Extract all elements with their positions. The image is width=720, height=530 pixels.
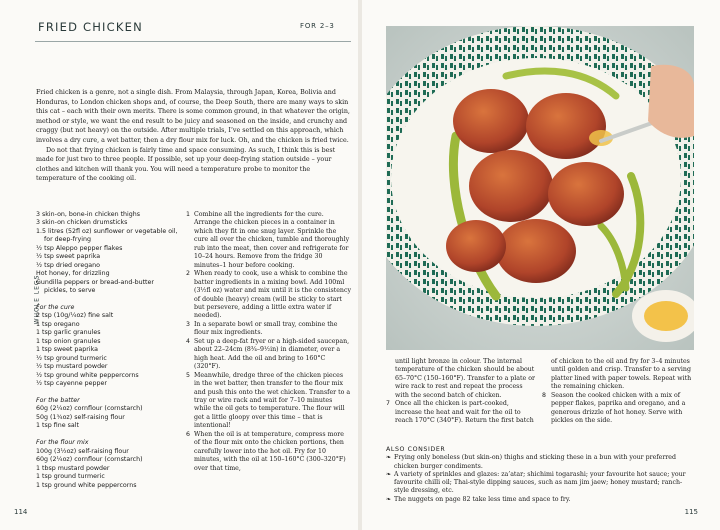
method-step (542, 392, 694, 426)
step-number: 7 (386, 400, 390, 408)
step-text: of chicken to the oil and fry for 3–4 minutes until golden and crisp. Transfer to a serving platter lined with paper towels. Repeat with the remaining chicken. (551, 358, 692, 391)
intro-paragraph-1: Fried chicken is a genre, not a single dish. From Malaysia, through Japan, Korea, Bolivia and Honduras, to London chicken shops and, of course, the Deep South, there are many ways to skin this cat – each with their own merits. There is some common ground, in that whatever the origin, method or style, we want the end result to be juicy and seasoned on the inside, and crunchy and craggy (but not heavy) on the outside. After multiple trials, I’ve settled on this approach, which involves a dry cure, a wet batter, then a dry flour mix for luck. Oh, and the chicken is fried twice. (36, 89, 350, 144)
method-step (186, 321, 351, 338)
serves-label: FOR 2–3 (300, 22, 335, 30)
method-step (542, 358, 694, 392)
step-number: 1 (186, 211, 190, 218)
method-step (186, 431, 351, 473)
step-text: Meanwhile, dredge three of the chicken pieces in the wet batter, then transfer to the flour mix and push this onto the wet chicken. Transfer to a tray or wire rack and wait for 7–10 minutes while the oil gets to temperature. The flour will get a little gloopy over this time – that is intentional! (194, 371, 351, 430)
also-consider-item (386, 454, 696, 471)
ingredient-item: 1 tsp onion granules (36, 337, 101, 345)
also-consider-item (386, 496, 696, 504)
ingredient-item: 1 tsp fine salt (36, 422, 79, 430)
ingredients-list (36, 211, 186, 490)
page-number-right: 115 (684, 508, 698, 516)
ingredient-item: pickles, to serve (44, 287, 96, 295)
ingredient-item: Gundilla peppers or bread-and-butter (36, 278, 154, 286)
step-number: 3 (186, 320, 190, 328)
fried-chicken-photo (386, 26, 694, 350)
ingredient-item: 3 skin-on chicken drumsticks (36, 219, 128, 227)
photo-illustration (386, 26, 694, 350)
ingredient-group-heading: For the cure (36, 303, 75, 311)
right-page (362, 0, 720, 530)
method-step (386, 358, 536, 400)
recipe-title: FRIED CHICKEN (38, 20, 143, 34)
ingredient-item: ½ tsp mustard powder (36, 363, 108, 371)
step-number: 2 (186, 270, 190, 278)
ingredient-item: 1 tbsp mustard powder (36, 464, 110, 472)
ingredient-item: 1 tsp oregano (36, 320, 80, 328)
also-consider-text: A variety of sprinkles and glazes: za’atar; shichimi togarashi; your favourite hot sauce; your favourite chilli oil; Thai-style dipping sauces, such as nam jim jaew; honey mustard; ranch-style dressing, etc. (394, 470, 686, 495)
ingredient-group-heading: For the flour mix (36, 439, 89, 447)
ingredient-item: 60g (2¼oz) cornflour (cornstarch) (36, 405, 143, 413)
step-text: Once all the chicken is part-cooked, increase the heat and wait for the oil to reach 170°C (340°F). Return the first batch (395, 400, 534, 425)
ingredient-item: 50g (1¾oz) self-raising flour (36, 413, 125, 421)
step-number: 6 (186, 430, 190, 438)
title-rule (35, 41, 351, 42)
ingredient-item: ½ tsp ground white peppercorns (36, 371, 139, 379)
step-number: 8 (542, 391, 546, 399)
step-text: Set up a deep-fat fryer or a high-sided saucepan, about 22–24cm (8¾–9½in) in diameter, over a high heat. Add the oil and bring to 160°C (320°F). (194, 337, 350, 371)
ingredient-spacer (36, 431, 186, 439)
method-step (186, 338, 351, 372)
step-text: until light bronze in colour. The internal temperature of the chicken should be about 65–70°C (150–160°F). Transfer to a plate or wire rack to rest and repeat the process with the second batch of chicken. (395, 358, 535, 399)
method-step (186, 211, 351, 270)
ingredient-item: Hot honey, for drizzling (36, 270, 110, 278)
also-consider-item (386, 471, 696, 496)
also-consider-box (386, 446, 696, 504)
ingredient-item: 1.5 litres (52fl oz) sunflower or vegetable oil, (36, 227, 178, 235)
also-consider-list (386, 454, 696, 504)
ingredient-item: 1 tsp ground white peppercorns (36, 481, 137, 489)
step-number: 5 (186, 371, 190, 379)
ingredient-item: 1 tsp ground turmeric (36, 473, 105, 481)
method-step (186, 372, 351, 431)
leaf-bullet-icon: ❧ (386, 470, 392, 478)
method-step (186, 270, 351, 321)
left-page (0, 0, 358, 530)
ingredient-spacer (36, 296, 186, 304)
also-consider-text: Frying only boneless (but skin-on) thighs and sticking these in a bun with your preferred chicken burger condiments. (394, 454, 677, 470)
also-consider-title: ALSO CONSIDER (386, 446, 446, 453)
intro-paragraph-2: Do not that frying chicken is fairly time and space consuming. As such, I think this is best made for just two to three people. If possible, set up your deep-frying station outside – your clothes and kitchen will thank you. You will need a temperature probe to monitor the temperature of the cooking oil. (36, 146, 336, 183)
ingredient-item: 2 tsp (10g/¼oz) fine salt (36, 312, 114, 320)
ingredient-item: 60g (2¼oz) cornflour (cornstarch) (36, 456, 143, 464)
ingredient-item: ½ tsp ground turmeric (36, 354, 107, 362)
step-text: Season the cooked chicken with a mix of pepper flakes, paprika and oregano, and a generous drizzle of hot honey. Serve with pickles on the side. (551, 391, 686, 425)
ingredient-item: 100g (3½oz) self-raising flour (36, 447, 129, 455)
side-section-label: WHOLE LEGS (33, 274, 41, 325)
method-step (386, 400, 536, 425)
also-consider-text: The nuggets on page 82 take less time and space to fry. (394, 495, 571, 503)
ingredient-item: ½ tsp dried oregano (36, 261, 100, 269)
step-text: In a separate bowl or small tray, combine the flour mix ingredients. (194, 320, 338, 337)
ingredient-item: for deep-frying (44, 236, 91, 244)
ingredient-item: 1 tsp sweet paprika (36, 346, 98, 354)
ingredient-item: ½ tsp cayenne pepper (36, 380, 107, 388)
ingredient-group-heading: For the batter (36, 396, 80, 404)
ingredient-item: ½ tsp sweet paprika (36, 253, 101, 261)
intro-text (36, 88, 351, 184)
method-steps-right-b (542, 358, 694, 426)
leaf-bullet-icon: ❧ (386, 495, 392, 503)
ingredient-item: 1 tsp garlic granules (36, 329, 101, 337)
page-number-left: 114 (14, 508, 28, 516)
step-text: When the oil is at temperature, compress more of the flour mix onto the chicken portions, then carefully lower into the hot oil. Fry for 10 minutes, with the oil at 150–160°C (300–320°F) over that time, (194, 430, 346, 472)
step-number: 4 (186, 337, 190, 345)
method-steps-left (186, 211, 351, 473)
ingredient-spacer (36, 389, 186, 397)
step-text: When ready to cook, use a whisk to combine the batter ingredients in a mixing bowl. Add 100ml (3½fl oz) water and mix until it is the consistency of double (heavy) cream (will be sticky to start but persevere, adding a little extra water if needed). (194, 270, 351, 320)
method-steps-right-a (386, 358, 536, 426)
ingredient-item: ½ tsp Aleppo pepper flakes (36, 244, 123, 252)
ingredient-item: 3 skin-on, bone-in chicken thighs (36, 211, 141, 218)
step-text: Combine all the ingredients for the cure. Arrange the chicken pieces in a container in which they fit in one snug layer. Sprinkle the cure all over the chicken, tumble and thoroughly rub into the meat, then cover and refrigerate for 10–24 hours. Remove from the fridge 30 minutes–1 hour before cooking. (194, 211, 350, 269)
leaf-bullet-icon: ❧ (386, 454, 392, 462)
